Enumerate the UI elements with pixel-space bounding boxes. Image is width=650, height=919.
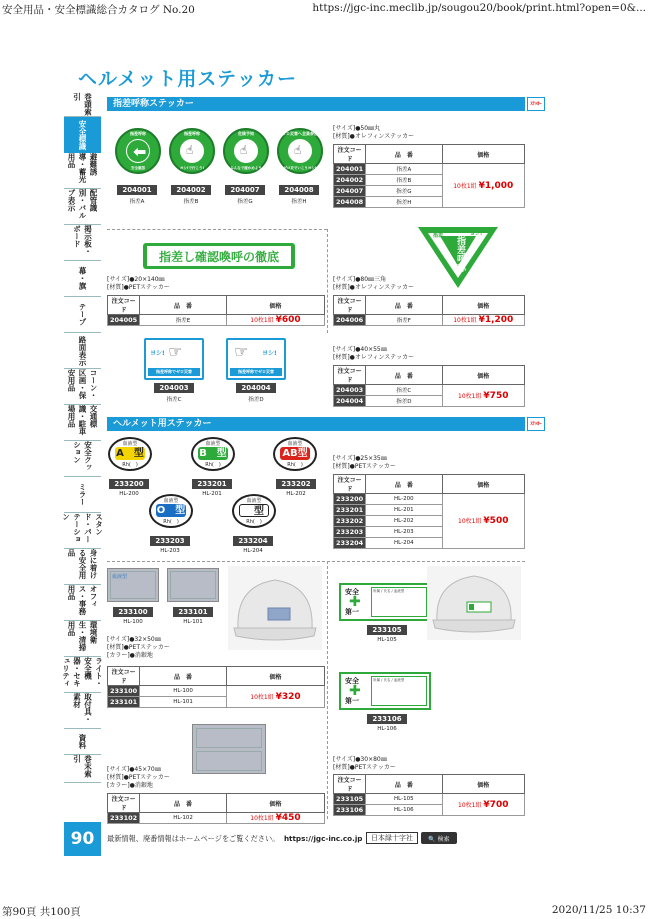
table-header-cell: 品 番 xyxy=(140,667,227,686)
circle-sticker xyxy=(277,128,323,174)
blood-type-value: AB型 xyxy=(280,447,310,460)
silver-plate xyxy=(107,568,159,602)
blood-label: 血液型 xyxy=(205,441,221,447)
spec-size: [サイズ]●45×70㎜ xyxy=(107,766,161,773)
rect-caption: 指差呼称でゼロ災害 xyxy=(148,368,200,376)
blood-type-value: B 型 xyxy=(199,448,227,459)
product-code: 233100 xyxy=(113,607,153,617)
sidebar-item[interactable]: 身に着ける安全用品 xyxy=(64,549,101,585)
price-cell xyxy=(442,794,524,816)
order-code: 204001 xyxy=(334,164,366,175)
rh-label: Rh( ) xyxy=(163,519,179,525)
table-row xyxy=(334,385,525,396)
circle-bottom-text: ヨシ!で行こう! xyxy=(179,166,205,170)
browser-footer xyxy=(0,903,650,919)
product-name: HL-200 xyxy=(119,491,139,497)
price-cell xyxy=(442,315,524,326)
spec-204001 xyxy=(333,125,414,141)
safety-first-sticker xyxy=(339,672,431,710)
product-code: 233106 xyxy=(367,714,407,724)
silver-plate-large xyxy=(192,724,266,774)
price-table-2 xyxy=(107,295,325,326)
table-row xyxy=(108,315,325,326)
footer-note-text: 最新情報、廃番情報はホームページをご覧ください。 xyxy=(107,834,280,843)
sidebar-item[interactable]: 避難誘導・蓄光用品 xyxy=(64,153,101,189)
item-name: 指差E xyxy=(140,315,227,326)
sidebar-item[interactable]: 安全標識 xyxy=(64,117,101,153)
spec-material: [材質]●PETステッカー xyxy=(333,463,396,470)
product-code: 204001 xyxy=(117,185,157,195)
price-unit: 10枚1組 xyxy=(458,518,482,525)
spec-material: [材質]●オレフィンステッカー xyxy=(333,354,415,361)
spec-size: [サイズ]●40×55㎜ xyxy=(333,346,387,353)
spec-size: [サイズ]●30×80㎜ xyxy=(333,756,387,763)
order-code: 233105 xyxy=(334,794,366,805)
safety-fields: 所属 / 氏名 / 血液型 xyxy=(371,587,427,617)
brand-logo: 日本緑十字社 xyxy=(366,832,418,844)
table-header-cell: 価格 xyxy=(442,296,524,315)
table-row xyxy=(334,315,525,326)
page-number: 90 xyxy=(64,822,101,856)
table-header-cell: 価格 xyxy=(442,366,524,385)
sidebar-item[interactable]: テープ xyxy=(64,297,101,333)
table-header-cell: 品 番 xyxy=(366,296,442,315)
table-row xyxy=(334,164,525,175)
price-table-5 xyxy=(333,474,525,549)
price-unit: 10枚1組 xyxy=(453,182,477,190)
price-value: ¥750 xyxy=(483,390,509,401)
circle-top-text: 危険予知 xyxy=(238,131,254,136)
triangle-side: 指差 xyxy=(433,233,444,239)
product-name: 指差D xyxy=(248,397,264,403)
item-name: 指差B xyxy=(366,175,442,186)
product-code: 233200 xyxy=(109,479,149,489)
rh-label: Rh( ) xyxy=(287,462,303,468)
product-code: 233203 xyxy=(150,536,190,546)
sidebar-item[interactable]: 巻頭索引 xyxy=(64,93,101,117)
price-unit: 10枚1組 xyxy=(250,815,274,822)
product-code: 204003 xyxy=(154,383,194,393)
price-unit: 10枚1組 xyxy=(458,392,482,400)
order-code: 233100 xyxy=(108,686,140,697)
product-name: HL-101 xyxy=(183,619,203,625)
blood-type-sticker xyxy=(191,437,235,471)
spec-material: [材質]●オレフィンステッカー xyxy=(333,133,415,140)
spec-material: [材質]●PETステッカー xyxy=(107,644,170,651)
circle-top-text: 指差呼称 xyxy=(130,131,146,136)
order-code: 204005 xyxy=(108,315,140,326)
triangle-text: 指差呼称 xyxy=(455,236,465,272)
order-code: 204003 xyxy=(334,385,366,396)
hand-icon: ☞ xyxy=(234,342,249,361)
sidebar-item[interactable]: ライト・安全機器・セキュリティ xyxy=(64,657,101,693)
section-tag: ｽﾃｯｶｰ xyxy=(527,97,545,111)
table-header-cell: 注文コード xyxy=(334,475,366,494)
item-name: HL-201 xyxy=(366,505,442,516)
table-header xyxy=(334,366,525,385)
product-name: 指差C xyxy=(166,397,182,403)
product-name: HL-202 xyxy=(286,491,306,497)
rh-label: Rh( ) xyxy=(122,462,138,468)
product-code: 204002 xyxy=(171,185,211,195)
circle-bottom-text: 安全確認 xyxy=(131,166,145,170)
document-title: 安全用品・安全標識総合カタログ No.20 xyxy=(2,4,195,16)
price-value: ¥600 xyxy=(275,315,301,325)
blood-label: 血液型 xyxy=(287,441,303,447)
table-header-cell: 品 番 xyxy=(366,145,442,164)
product-name: HL-204 xyxy=(243,548,263,554)
circle-top-text: ゼロ災害へ全員参加 xyxy=(282,131,318,136)
table-header-cell: 注文コード xyxy=(108,667,140,686)
spec-204005 xyxy=(107,276,170,292)
circle-sticker xyxy=(223,128,269,174)
table-row xyxy=(108,686,325,697)
table-header xyxy=(108,667,325,686)
product-code: 233105 xyxy=(367,625,407,635)
blood-type-sticker xyxy=(273,437,317,471)
table-header-cell: 品 番 xyxy=(140,296,227,315)
safety-label-1: 安全 xyxy=(345,677,359,685)
sidebar-index xyxy=(61,93,104,813)
product-name: HL-105 xyxy=(377,637,397,643)
safety-first-sticker xyxy=(339,583,431,621)
rect-sticker xyxy=(144,338,204,380)
sidebar-item[interactable]: 掲示板・ボード xyxy=(64,225,101,261)
blood-type-value: A 型 xyxy=(116,448,144,459)
search-button[interactable]: 🔍 検索 xyxy=(421,832,457,844)
product-name: HL-106 xyxy=(377,726,397,732)
blood-type-sticker xyxy=(232,494,276,528)
price-unit: 10枚1組 xyxy=(250,693,274,701)
order-code: 204004 xyxy=(334,396,366,407)
spec-color: [カラー]●消銀地 xyxy=(107,782,153,789)
item-name: HL-100 xyxy=(140,686,227,697)
helmet-image xyxy=(228,566,322,650)
product-code: 233202 xyxy=(276,479,316,489)
table-row xyxy=(334,794,525,805)
order-code: 233202 xyxy=(334,516,366,527)
order-code: 204007 xyxy=(334,186,366,197)
sidebar-item[interactable]: 幕・旗 xyxy=(64,261,101,297)
sidebar-item[interactable]: コーン・区画・保安用品 xyxy=(64,369,101,405)
blood-label: 血液型 xyxy=(122,441,138,447)
blood-type-value: 型 xyxy=(239,504,269,517)
section-bar-helmet: ヘルメット用ステッカー xyxy=(107,417,525,431)
item-name: 指差A xyxy=(366,164,442,175)
item-name: HL-102 xyxy=(140,813,227,824)
product-name: 指差G xyxy=(237,199,253,205)
spec-233200 xyxy=(333,455,396,471)
price-value: ¥320 xyxy=(275,691,301,702)
product-name: HL-203 xyxy=(160,548,180,554)
sidebar-item[interactable]: 配管識別・バルブ表示 xyxy=(64,189,101,225)
table-header-cell: 価格 xyxy=(226,296,324,315)
safety-label-2: 第一 xyxy=(345,608,359,616)
product-code: 233101 xyxy=(173,607,213,617)
sidebar-item[interactable]: ミラー xyxy=(64,477,101,513)
item-name: HL-101 xyxy=(140,697,227,708)
order-code: 233204 xyxy=(334,538,366,549)
item-name: 指差F xyxy=(366,315,442,326)
price-value: ¥1,000 xyxy=(478,180,514,191)
spec-size: [サイズ]●80㎜三角 xyxy=(333,276,387,283)
product-name: HL-201 xyxy=(202,491,222,497)
table-header-cell: 品 番 xyxy=(366,775,442,794)
table-header xyxy=(334,775,525,794)
spec-204003 xyxy=(333,346,414,362)
sidebar-item[interactable]: 資料 xyxy=(64,729,101,755)
table-header-cell: 価格 xyxy=(442,775,524,794)
order-code: 233201 xyxy=(334,505,366,516)
spec-material: [材質]●PETステッカー xyxy=(333,764,396,771)
sidebar-item[interactable]: 路面表示 xyxy=(64,333,101,369)
table-header-cell: 価格 xyxy=(226,794,324,813)
spec-204006 xyxy=(333,276,414,292)
price-cell xyxy=(226,315,324,326)
item-name: HL-200 xyxy=(366,494,442,505)
price-table-6 xyxy=(107,666,325,708)
order-code: 233101 xyxy=(108,697,140,708)
triangle-yoshi: ヨシ! xyxy=(470,231,483,237)
item-name: 指差D xyxy=(366,396,442,407)
sidebar-item[interactable]: 交通標識・駐車場用品 xyxy=(64,405,101,441)
footer-note xyxy=(107,834,362,844)
browser-header xyxy=(0,0,650,18)
table-header-cell: 価格 xyxy=(226,667,324,686)
product-name: 指差B xyxy=(183,199,199,205)
sidebar-item[interactable]: 環境衛生・清掃用品 xyxy=(64,621,101,657)
spec-size: [サイズ]●50㎜丸 xyxy=(333,125,381,132)
price-table-8 xyxy=(107,793,325,824)
order-code: 233200 xyxy=(334,494,366,505)
table-header-cell: 注文コード xyxy=(334,145,366,164)
hand-icon: ☞ xyxy=(168,342,183,361)
item-name: 指差C xyxy=(366,385,442,396)
table-header xyxy=(334,296,525,315)
product-code: 233204 xyxy=(233,536,273,546)
green-cross-icon: ✚ xyxy=(349,683,361,699)
table-header-cell: 品 番 xyxy=(366,366,442,385)
silver-plate xyxy=(167,568,219,602)
spec-color: [カラー]●消銀地 xyxy=(107,652,153,659)
table-header-cell: 注文コード xyxy=(108,296,140,315)
order-code: 233102 xyxy=(108,813,140,824)
hand-icon: ☝ xyxy=(186,143,194,157)
green-cross-icon: ✚ xyxy=(349,594,361,610)
product-name: 指差H xyxy=(291,199,307,205)
safety-fields: 所属 / 氏名 / 血液型 xyxy=(371,676,427,706)
table-header-cell: 品 番 xyxy=(366,475,442,494)
spec-233100 xyxy=(107,636,170,660)
spec-233105 xyxy=(333,756,396,772)
order-code: 233203 xyxy=(334,527,366,538)
table-header xyxy=(108,296,325,315)
table-header-cell: 注文コード xyxy=(334,296,366,315)
yoshi-text: ヨシ! xyxy=(262,350,277,357)
blood-type-sticker xyxy=(108,437,152,471)
table-header-cell: 価格 xyxy=(442,475,524,494)
price-cell xyxy=(226,813,324,824)
blood-type-value: O 型 xyxy=(156,505,186,516)
spec-size: [サイズ]●20×140㎜ xyxy=(107,276,165,283)
rect-caption: 指差呼称でゼロ災害 xyxy=(230,368,282,376)
product-code: 204008 xyxy=(279,185,319,195)
blood-label: 血液型 xyxy=(163,498,179,504)
page-counter: 第90頁 共100頁 xyxy=(2,906,81,918)
table-header-cell: 注文コード xyxy=(334,775,366,794)
sidebar-item[interactable]: 安全クッション xyxy=(64,441,101,477)
hand-icon: ☝ xyxy=(240,143,248,157)
hand-icon: ☝ xyxy=(294,143,302,157)
item-name: 指差H xyxy=(366,197,442,208)
circle-inner xyxy=(180,139,204,163)
product-name: HL-100 xyxy=(123,619,143,625)
item-name: HL-202 xyxy=(366,516,442,527)
circle-sticker xyxy=(169,128,215,174)
table-header xyxy=(108,794,325,813)
spec-size: [サイズ]●32×50㎜ xyxy=(107,636,161,643)
sidebar-item[interactable]: 取付具・素材 xyxy=(64,693,101,729)
item-name: 指差G xyxy=(366,186,442,197)
banner-sticker xyxy=(143,243,295,269)
table-header xyxy=(334,475,525,494)
rh-label: Rh( ) xyxy=(205,462,221,468)
plate-label xyxy=(170,571,216,599)
blood-label: 血液型 xyxy=(246,498,262,504)
price-value: ¥450 xyxy=(275,813,301,823)
item-name: HL-106 xyxy=(366,805,442,816)
blood-type-sticker xyxy=(149,494,193,528)
price-unit: 10枚1組 xyxy=(250,317,274,324)
spec-material: [材質]●PETステッカー xyxy=(107,284,170,291)
circle-inner xyxy=(234,139,258,163)
table-header xyxy=(334,145,525,164)
circle-bottom-text: みんなで確かめよう xyxy=(230,166,262,170)
table-row xyxy=(334,494,525,505)
spec-material: [材質]●PETステッカー xyxy=(107,774,170,781)
product-code: 204007 xyxy=(225,185,265,195)
price-table-3 xyxy=(333,295,525,326)
order-code: 204006 xyxy=(334,315,366,326)
circle-inner xyxy=(288,139,312,163)
price-table-4 xyxy=(333,365,525,407)
price-cell xyxy=(226,686,324,708)
price-unit: 10枚1組 xyxy=(458,801,482,809)
price-table-7 xyxy=(333,774,525,816)
plate-label: 血液型 xyxy=(110,571,156,599)
table-header-cell: 価格 xyxy=(442,145,524,164)
price-cell xyxy=(442,494,524,549)
spec-233102 xyxy=(107,766,170,790)
item-name: HL-204 xyxy=(366,538,442,549)
safety-label-2: 第一 xyxy=(345,697,359,705)
item-name: HL-105 xyxy=(366,794,442,805)
price-unit: 10枚1組 xyxy=(453,317,477,324)
price-cell xyxy=(442,164,524,208)
spec-size: [サイズ]●25×35㎜ xyxy=(333,455,387,462)
sidebar-item[interactable]: オフィス・事務用品 xyxy=(64,585,101,621)
table-header-cell: 注文コード xyxy=(108,794,140,813)
sidebar-item[interactable]: 巻末索引 xyxy=(64,755,101,783)
product-code: 233201 xyxy=(192,479,232,489)
table-header-cell: 品 番 xyxy=(140,794,227,813)
price-value: ¥500 xyxy=(483,516,509,526)
circle-bottom-text: ゼロ災でいこうヨシ! xyxy=(283,166,317,170)
price-value: ¥700 xyxy=(483,799,509,810)
print-timestamp: 2020/11/25 10:37 xyxy=(551,904,646,916)
circle-top-text: 指差呼称 xyxy=(184,131,200,136)
table-header-cell: 注文コード xyxy=(334,366,366,385)
section-tag: ｽﾃｯｶｰ xyxy=(527,417,545,431)
rh-label: Rh( ) xyxy=(246,519,262,525)
order-code: 204002 xyxy=(334,175,366,186)
order-code: 233106 xyxy=(334,805,366,816)
order-code: 204008 xyxy=(334,197,366,208)
product-code: 204004 xyxy=(236,383,276,393)
helmet-image-2 xyxy=(427,566,521,640)
arrow-icon: ⬅ xyxy=(133,142,147,161)
product-name: 指差A xyxy=(129,199,145,205)
page-title: ヘルメット用ステッカー xyxy=(78,68,298,90)
sidebar-item[interactable]: スタンド・パーテーション xyxy=(64,513,101,549)
footer-url[interactable]: https://jgc-inc.co.jp xyxy=(283,834,363,843)
circle-inner xyxy=(126,139,150,163)
price-cell xyxy=(442,385,524,407)
item-name: HL-203 xyxy=(366,527,442,538)
document-url[interactable]: https://jgc-inc.meclib.jp/sougou20/book/print.html?open=0&... xyxy=(312,2,646,14)
rect-sticker xyxy=(226,338,286,380)
yoshi-text: ヨシ! xyxy=(150,350,165,357)
circle-sticker xyxy=(115,128,161,174)
price-value: ¥1,200 xyxy=(478,315,514,325)
spec-material: [材質]●オレフィンステッカー xyxy=(333,284,415,291)
banner-text: 指差し確認喚呼の徹底 xyxy=(147,246,291,266)
safety-label-1: 安全 xyxy=(345,588,359,596)
table-row xyxy=(108,813,325,824)
price-table-1 xyxy=(333,144,525,208)
section-bar-pointing: 指差呼称ステッカー xyxy=(107,97,525,111)
